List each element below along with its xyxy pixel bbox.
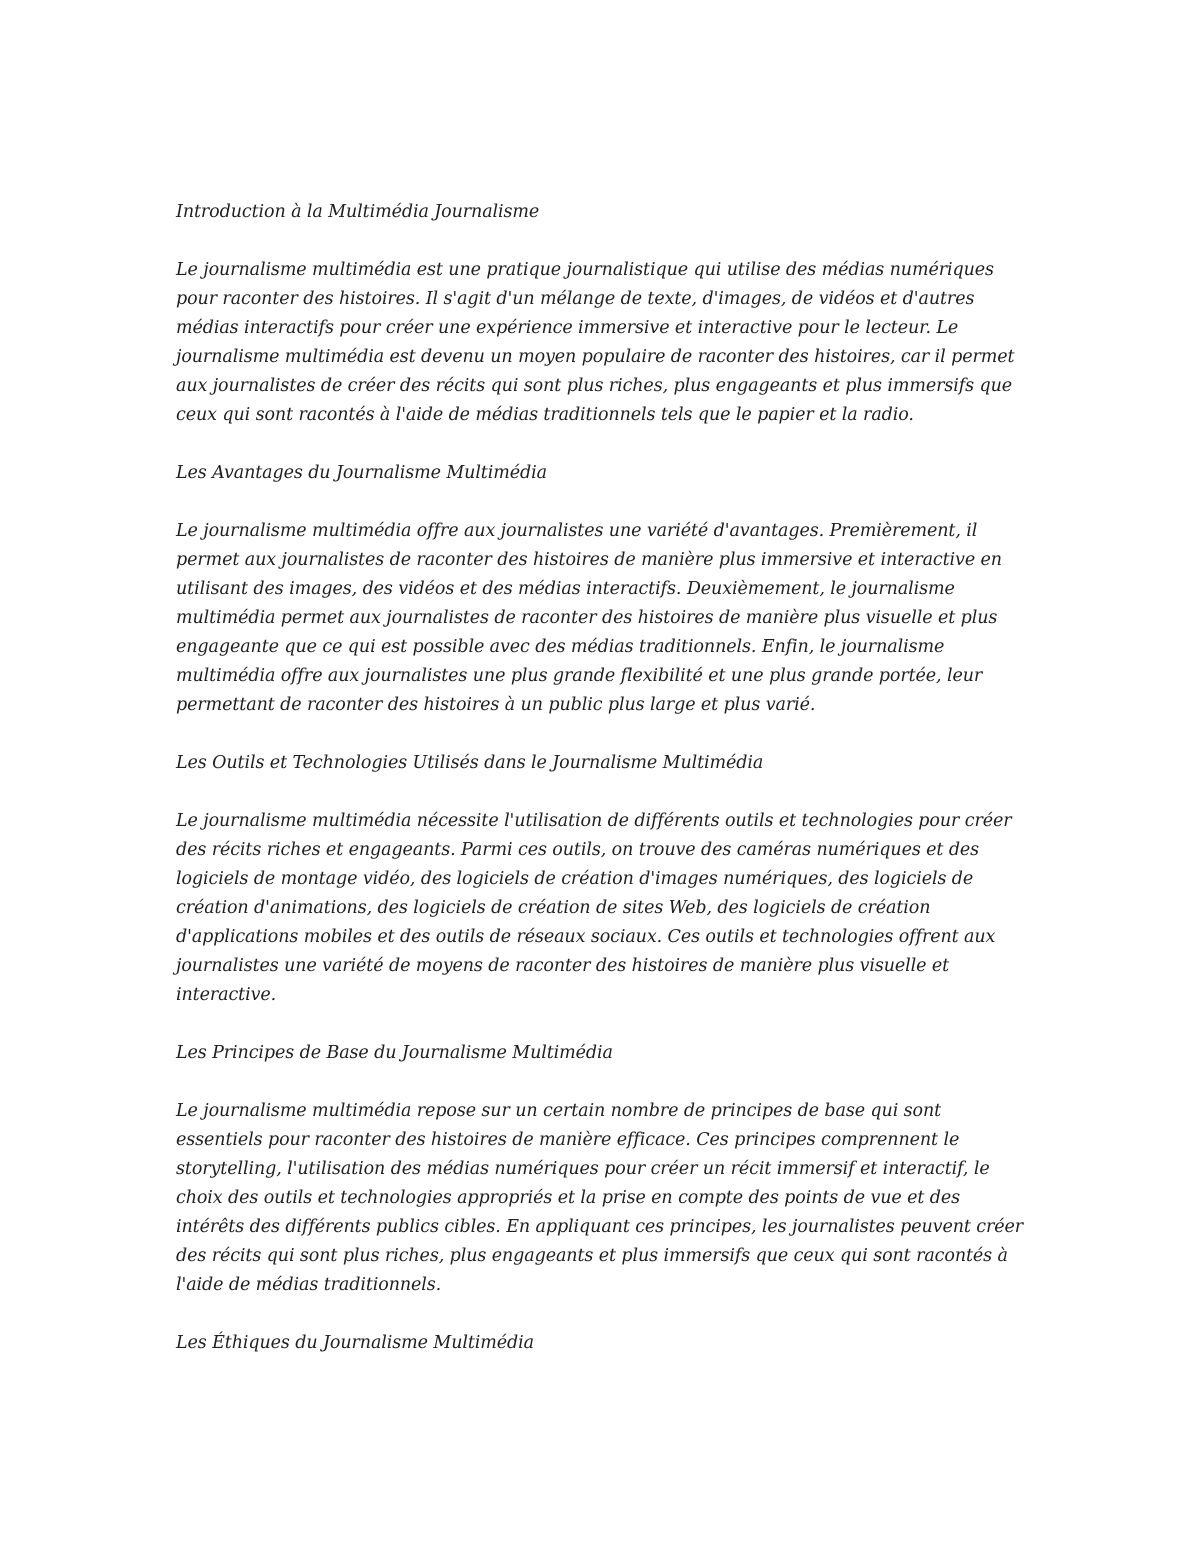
section-heading-introduction: Introduction à la Multimédia Journalisme (176, 202, 540, 222)
section-heading-avantages: Les Avantages du Journalisme Multimédia (176, 463, 547, 483)
section-paragraph-introduction: Le journalisme multimédia est une pratique journalistique qui utilise des médias numériques pour raconter des histoires. Il s'agit d'un mélange de texte, d'images, de vidéos et d'autres médias interactifs pour créer une expérience immersive et interactive pour le lecteur. Le journalisme multimédia est devenu un moyen populaire de raconter des histoires, car il permet aux journalistes de créer des récits qui sont plus riches, plus engageants et plus immersifs que ceux qui sont racontés à l'aide de médias traditionnels tels que le papier et la radio. (176, 260, 1015, 425)
document-body (176, 198, 1032, 1358)
section-heading-ethiques: Les Éthiques du Journalisme Multimédia (176, 1333, 534, 1353)
section-paragraph-outils: Le journalisme multimédia nécessite l'utilisation de différents outils et technologies pour créer des récits riches et engageants. Parmi ces outils, on trouve des caméras numériques et des logiciels de montage vidéo, des logiciels de création d'images numériques, des logiciels de création d'animations, des logiciels de création de sites Web, des logiciels de création d'applications mobiles et des outils de réseaux sociaux. Ces outils et technologies offrent aux journalistes une variété de moyens de raconter des histoires de manière plus visuelle et interactive. (176, 811, 1012, 1005)
section-paragraph-avantages: Le journalisme multimédia offre aux journalistes une variété d'avantages. Premièrement, il permet aux journalistes de raconter des histoires de manière plus immersive et interactive en utilisant des images, des vidéos et des médias interactifs. Deuxièmement, le journalisme multimédia permet aux journalistes de raconter des histoires de manière plus visuelle et plus engageante que ce qui est possible avec des médias traditionnels. Enfin, le journalisme multimédia offre aux journalistes une plus grande flexibilité et une plus grande portée, leur permettant de raconter des histoires à un public plus large et plus varié. (176, 521, 1002, 715)
section-heading-outils: Les Outils et Technologies Utilisés dans le Journalisme Multimédia (176, 753, 764, 773)
section-paragraph-principes: Le journalisme multimédia repose sur un certain nombre de principes de base qui sont essentiels pour raconter des histoires de manière efficace. Ces principes comprennent le storytelling, l'utilisation des médias numériques pour créer un récit immersif et interactif, le choix des outils et technologies appropriés et la prise en compte des points de vue et des intérêts des différents publics cibles. En appliquant ces principes, les journalistes peuvent créer des récits qui sont plus riches, plus engageants et plus immersifs que ceux qui sont racontés à l'aide de médias traditionnels. (176, 1101, 1024, 1295)
section-heading-principes: Les Principes de Base du Journalisme Multimédia (176, 1043, 613, 1063)
